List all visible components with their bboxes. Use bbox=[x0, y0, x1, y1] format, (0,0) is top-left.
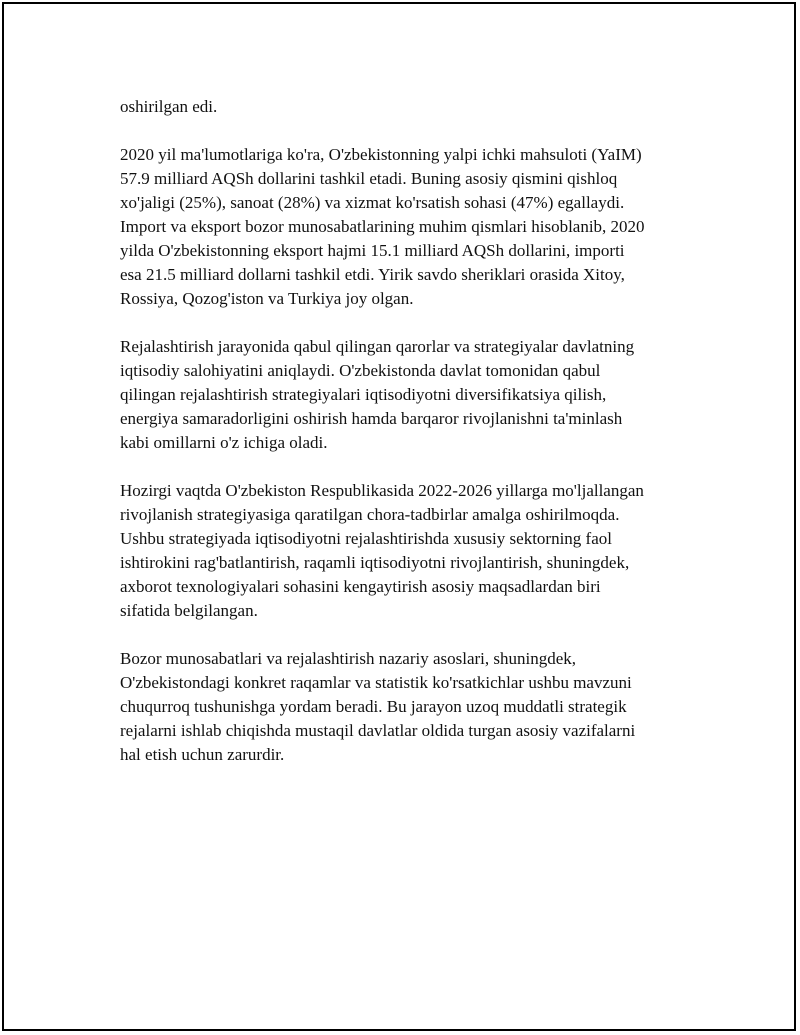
text-line: Ushbu strategiyada iqtisodiyotni rejalashtirishda xususiy sektorning faol bbox=[120, 529, 612, 548]
paragraph-planning-strategies bbox=[120, 335, 700, 455]
paragraph-conclusion bbox=[120, 647, 700, 767]
text-line: iqtisodiy salohiyatini aniqlaydi. O'zbekistonda davlat tomonidan qabul bbox=[120, 361, 601, 380]
document-body bbox=[120, 95, 700, 791]
text-line: Rejalashtirish jarayonida qabul qilingan qarorlar va strategiyalar davlatning bbox=[120, 337, 635, 356]
text-line: O'zbekistondagi konkret raqamlar va statistik ko'rsatkichlar ushbu mavzuni bbox=[120, 673, 632, 692]
text-line: 57.9 milliard AQSh dollarini tashkil etadi. Buning asosiy qismini qishloq bbox=[120, 169, 618, 188]
text-line: hal etish uchun zarurdir. bbox=[120, 745, 285, 764]
document-page bbox=[2, 2, 796, 1031]
text-line: Import va eksport bozor munosabatlarining muhim qismlari hisoblanib, 2020 bbox=[120, 217, 645, 236]
text-line: Bozor munosabatlari va rejalashtirish nazariy asoslari, shuningdek, bbox=[120, 649, 577, 668]
text-line: kabi omillarni o'z ichiga oladi. bbox=[120, 433, 328, 452]
text-line: energiya samaradorligini oshirish hamda barqaror rivojlanishni ta'minlash bbox=[120, 409, 623, 428]
text-line: rivojlanish strategiyasiga qaratilgan chora-tadbirlar amalga oshirilmoqda. bbox=[120, 505, 620, 524]
text-line: yilda O'zbekistonning eksport hajmi 15.1 milliard AQSh dollarini, importi bbox=[120, 241, 625, 260]
text-line: axborot texnologiyalari sohasini kengaytirish asosiy maqsadlardan biri bbox=[120, 577, 601, 596]
paragraph-gdp-statistics bbox=[120, 143, 700, 311]
text-line: esa 21.5 milliard dollarni tashkil etdi. Yirik savdo sheriklari orasida Xitoy, bbox=[120, 265, 625, 284]
text-line: xo'jaligi (25%), sanoat (28%) va xizmat ko'rsatish sohasi (47%) egallaydi. bbox=[120, 193, 625, 212]
paragraph-continuation bbox=[120, 95, 700, 119]
text-line: oshirilgan edi. bbox=[120, 97, 218, 116]
text-line: qilingan rejalashtirish strategiyalari iqtisodiyotni diversifikatsiya qilish, bbox=[120, 385, 607, 404]
text-line: sifatida belgilangan. bbox=[120, 601, 258, 620]
text-line: Rossiya, Qozog'iston va Turkiya joy olgan. bbox=[120, 289, 414, 308]
text-line: chuqurroq tushunishga yordam beradi. Bu jarayon uzoq muddatli strategik bbox=[120, 697, 627, 716]
text-line: ishtirokini rag'batlantirish, raqamli iqtisodiyotni rivojlantirish, shuningdek, bbox=[120, 553, 630, 572]
paragraph-development-strategy bbox=[120, 479, 700, 623]
text-line: Hozirgi vaqtda O'zbekiston Respublikasida 2022-2026 yillarga mo'ljallangan bbox=[120, 481, 644, 500]
text-line: 2020 yil ma'lumotlariga ko'ra, O'zbekistonning yalpi ichki mahsuloti (YaIM) bbox=[120, 145, 642, 164]
text-line: rejalarni ishlab chiqishda mustaqil davlatlar oldida turgan asosiy vazifalarni bbox=[120, 721, 636, 740]
